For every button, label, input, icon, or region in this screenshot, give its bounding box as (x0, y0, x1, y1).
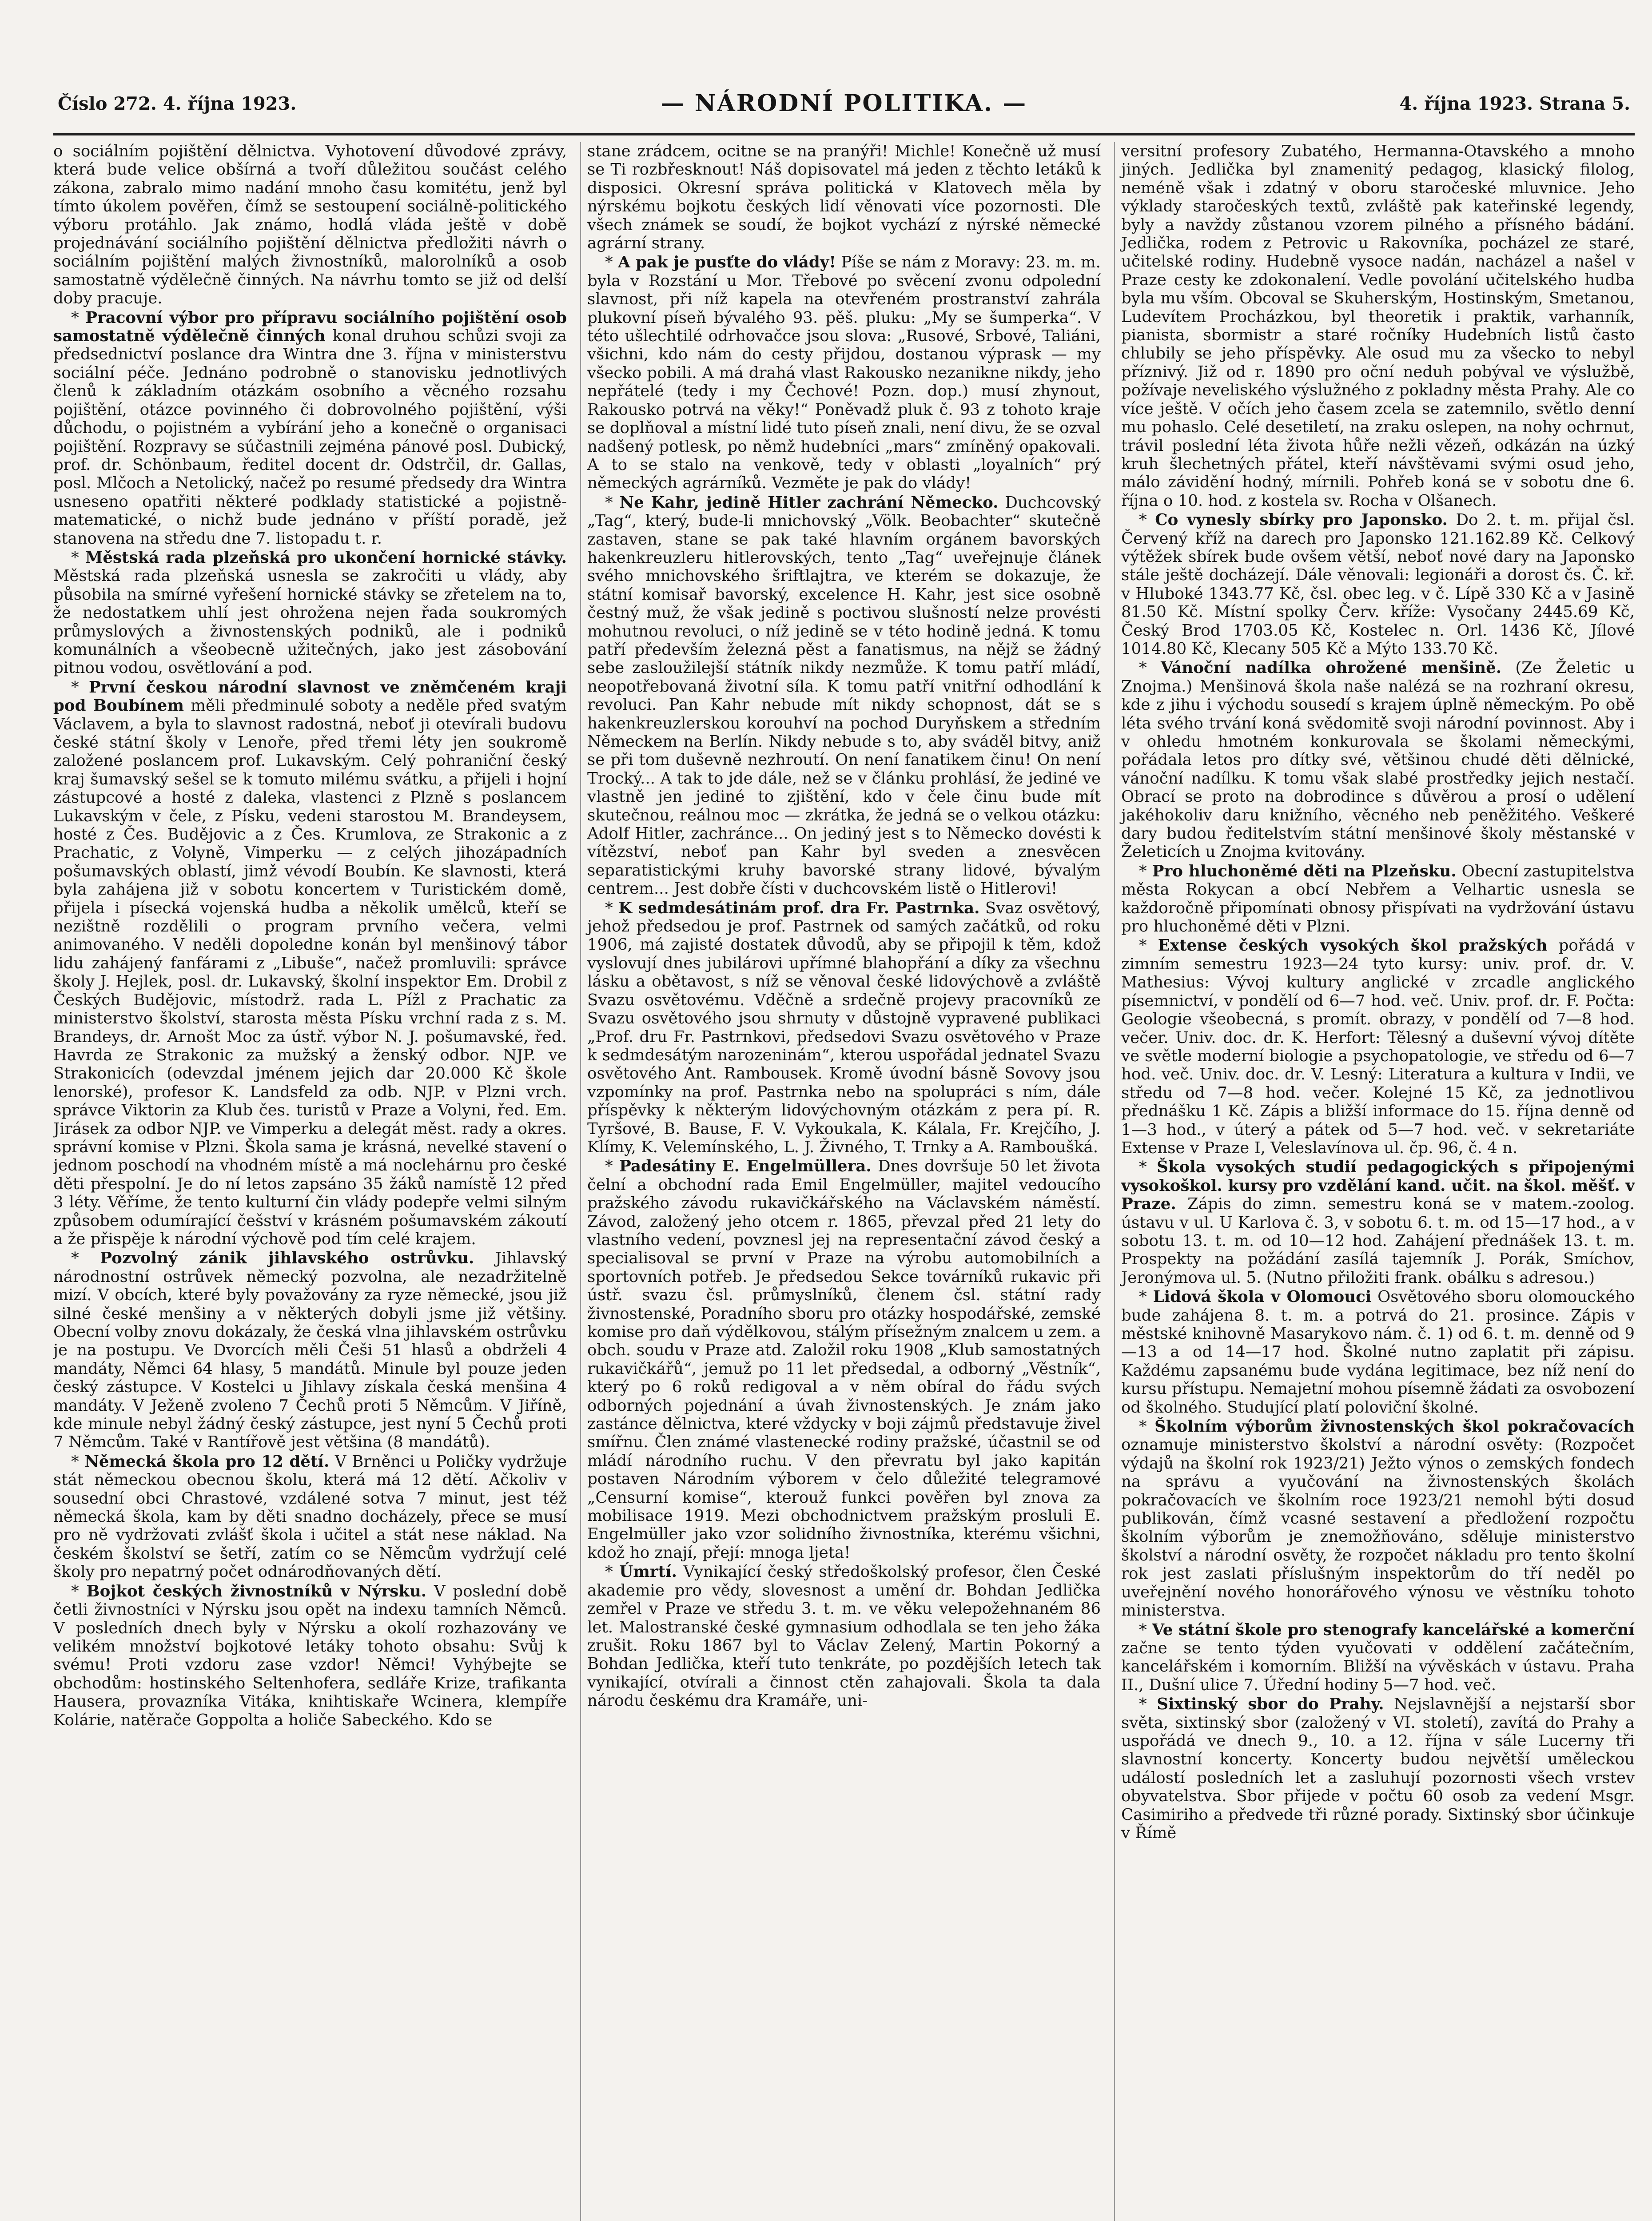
article-text: Nejslavnější a nejstarší sbor světa, sixtinský sbor (založený v VI. století), zavítá do Prahy a uspořádá ve dnech 9., 10. a 12. října v sále Lucerny tři slavnostní koncerty. Koncerty budou největší uměleckou událostí posledních let a zasluhují pozornosti všech vrstev obyvatelstva. Sbor přijede v počtu 60 osob za vedení Msgr. Casimiriho a předvede tři různé porady. Sixtinský sbor účinkuje v Římě (1121, 1695, 1635, 1842)
article-text: konal druhou schůzi svoji za předsednictví poslance dra Wintra dne 3. října v ministerstvu sociální péče. Jednáno podrobně o stanovisku jednotlivých členů k základním otázkám osobního a věcného rozsahu pojištění, otázce povinného či dobrovolného pojištění, výši důchodu, o pojistném a vybírání jeho a konečně o organisaci pojištění. Rozpravy se súčastnili zejména pánové posl. Dubický, prof. dr. Schönbaum, ředitel docent dr. Odstrčil, dr. Gallas, posl. Mlčoch a Netolický, načež po resumé předsedy dra Wintra usneseno opatřiti některé podklady statistické a pojistně-matematické, o nichž bude jednáno v příští poradě, jež stanovena na středu dne 7. listopadu t. r. (53, 327, 567, 548)
article-text: Svaz osvětový, jehož předsedou je prof. Pastrnek od samých začátků, od roku 1906, má zajisté dostatek důvodů, aby se připojil k těm, kdož vyslovují dnes jubilárovi upřímné blahopřání a díky za všechnu lásku a obětavost, s níž se věnoval české lidovýchově a zvláště Svazu osvětovému. Vděčně a srdečně projevy pracovníků ze Svazu osvětového jsou shrnuty v důstojně vypravené publikaci „Prof. dru Fr. Pastrnkovi, předsedovi Svazu osvětového v Praze k sedmdesátým narozeninám“, kterou uspořádal jednatel Svazu osvětového Ant. Rambousek. Kromě úvodní básně Sovovy jsou vzpomínky na prof. Pastrnka nebo na spolupráci s ním, dále příspěvky k některým lidovýchovným otázkám z pera pí. R. Tyršové, B. Bause, F. V. Vykoukala, K. Kálala, Fr. Krejčího, J. Klímy, K. Velemínského, L. J. Živného, T. Trnky a A. Ramboušká. (587, 899, 1101, 1156)
article-paragraph: * K sedmdesátinám prof. dra Fr. Pastrnka. Svaz osvětový, jehož předsedou je prof. Pastrnek od samých začátků, od roku 1906, má zajisté dostatek důvodů, aby se připojil k těm, kdož vyslovují dnes jubilárovi upřímné blahopřání a díky za všechnu lásku a obětavost, s níž se věnoval české lidovýchově a zvláště Svazu osvětovému. Vděčně a srdečně projevy pracovníků ze Svazu osvětového jsou shrnuty v důstojně vypravené publikaci „Prof. dru Fr. Pastrnkovi, předsedovi Svazu osvětového v Praze k sedmdesátým narozeninám“, kterou uspořádal jednatel Svazu osvětového Ant. Rambousek. Kromě úvodní básně Sovovy jsou vzpomínky na prof. Pastrnka nebo na spolupráci s ním, dále příspěvky k některým lidovýchovným otázkám z pera pí. R. Tyršové, B. Bause, F. V. Vykoukala, K. Kálala, Fr. Krejčího, J. Klímy, K. Velemínského, L. J. Živného, T. Trnky a A. Ramboušká. (587, 899, 1101, 1156)
article-heading: Pro hluchoněmé děti na Plzeňsku. (1152, 862, 1457, 880)
article-paragraph (587, 142, 1101, 252)
article-paragraph: * Ne Kahr, jedině Hitler zachrání Německo. Duchcovský „Tag“, který, bude-li mnichovský „Völk. Beobachter“ skutečně zastaven, stane se pak také hlavním orgánem bavorských hakenkreuzleru hitlerovských, tento „Tag“ uveřejnuje článek svého mnichovského šriftlajtra, ve kterém se dokazuje, že státní komisař bavorský, excelence H. Kahr, jest sice osobně čestný muž, že však jedině s poctivou slušností nelze provésti mohutnou revoluci, o níž jedině se v této hodině jedná. K tomu patří především železná pěst a fanatismus, na nějž se žádný sebe zasloužilejší státník nikdy nezmůže. K tomu patří mládí, neopotřebovaná životní síla. K tomu patří vnitřní odhodlání k revoluci. Pan Kahr nebude mít nikdy schopnost, dát se s hakenkreuzlerskou korouhví na pochod Duryňskem a středním Německem na Berlín. Nikdy nebude s to, aby sváděl bitvy, aniž se při tom duševně nezhroutí. On není fanatikem činu! On není Trocký... A tak to jde dále, než se v článku prohlásí, že jediné ve vlastně jen jediné to zjištění, kdo v čele činu bude mít skutečnou, reálnou moc — zkrátka, že jedná se o velkou otázku: Adolf Hitler, zachránce... On jediný jest s to Německo dovésti k vítězství, neboť pan Kahr byl sveden a znesvěcen separatistickými kruhy bavorské strany lidové, bývalým centrem... Jest dobře čísti v duchcovském listě o Hitlerovi! (587, 493, 1101, 898)
article-text: Městská rada plzeňská usnesla se zakročiti u vlády, aby působila na smírné vyřešení hornické stávky se zřetelem na to, že nedostatkem uhlí jest ohrožena nejen řada soukromých průmyslových a živnostenských podniků, ale i podniků komunálních a všeobecně užitečných, jako jest zásobování pitnou vodou, osvětlování a pod. (53, 567, 567, 677)
article-paragraph: * První českou národní slavnost ve zněmčeném kraji pod Boubínem měli předminulé soboty a neděle před svatým Václavem, a byla to slavnost radostná, neboť ji otevírali budovu české státní školy v Lenoře, před třemi léty jen soukromě založené poslancem prof. Lukavským. Celý pohraniční český kraj šumavský sešel se k tomuto milému svátku, a přijeli i hojní zástupcové a hosté z daleka, vlastenci z Plzně s poslancem Lukavským v čele, z Písku, vedeni starostou M. Brandeysem, hosté z Čes. Budějovic a z Čes. Krumlova, ze Strakonic a z Prachatic, z Volyně, Vimperku — z celých jihozápadních pošumavských oblastí, jimž vévodí Boubín. Ke slavnosti, která byla zahájena již v sobotu koncertem v Turistickém domě, přijela i písecká vojenská hudba a několik umělců, kteří se nezištně rozdělili o program prvního večera, velmi animovaného. V neděli dopoledne konán byl menšinový tábor lidu zahájený fanfárami z „Libuše“, načež promluvili: správce školy J. Hejlek, posl. dr. Lukavský, školní inspektor Em. Drobil z Českých Budějovic, místodrž. rada L. Pížl z Prachatic za ministerstvo školství, starosta města Písku vrchní rada z s. M. Brandeys, dr. Arnošt Moc za ústř. výbor N. J. pošumavské, řed. Havrda ze Strakonic za mužský a ženský odbor. NJP. ve Strakonicích (odevzdal jménem jejich dar 20.000 Kč škole lenorské), profesor K. Landsfeld za odb. NJP. v Plzni vrch. správce Viktorin za Klub čes. turistů v Praze a Volyni, řed. Em. Jirásek za odbor NJP. ve Vimperku a delegát měst. rady a okres. správní komise v Plzni. Škola sama je krásná, nevelké stavení o jednom poschodí na vhodném místě a má noclehárnu pro české děti přespolní. Je do ní letos zapsáno 35 žáků namístě 12 před 3 léty. Věříme, že tento kulturní čin vlády podepře velmi silným způsobem odumírající češství v krásném pošumavském zákoutí a že přispěje k národní výchově pod tím celé krajem. (53, 678, 567, 1248)
article-heading: Co vynesly sbírky pro Japonsko. (1155, 511, 1448, 529)
article-paragraph: * Škola vysokých studií pedagogických s připojenými vysokoškol. kursy pro vzdělání kand. učit. na škol. měšť. v Praze. Zápis do zimn. semestru koná se v matem.-zoolog. ústavu v ul. U Karlova č. 3, v sobotu 6. t. m. od 15—17 hod., a v sobotu 13. t. m. od 10—12 hod. Zahájení přednášek 13. t. m. Prospekty na požádání zasílá tajemník J. Porák, Smíchov, Jeronýmova ul. 5. (Nutno přiložiti frank. obálku s adresou.) (1121, 1158, 1635, 1287)
article-text: V Brněnci u Poličky vydržuje stát německou obecnou školu, která má 12 dětí. Ačkoliv v sousední obci Chrastové, vzdálené sotva 7 minut, jest též německá škola, kam by děti snadno docházely, přece se musí pro ně vydržovati zvlášť škola i učitel a stát nese náklad. Na českém školství se šetří, zatím co se Němcům vydržují celé školy pro nepatrný počet odnárodňovaných dětí. (53, 1452, 567, 1581)
article-heading: Škola vysokých studií pedagogických s připojenými vysokoškol. kursy pro vzdělání kand. učit. na škol. měšť. v Praze. (1121, 1158, 1635, 1214)
article-heading: Školním výborům živnostenských škol pokračovacích (1154, 1417, 1635, 1436)
article-heading: K sedmdesátinám prof. dra Fr. Pastrnka. (618, 899, 980, 917)
article-text: V poslední době četli živnostníci v Nýrsku jsou opět na indexu tamních Němců. V posledních dnech byly v Nýrsku a okolí rozhazovány ve velikém množství bojkotové letáky tohoto obsahu: Svůj k svému! Proti vzdoru zase vzdor! Němci! Vyhýbejte se obchodům: hostinského Seltenhofera, sedláře Krize, trafikanta Hausera, provazníka Vitáka, knihtiskaře Wcinera, klempíře Kolárie, natěrače Goppolta a holiče Sabeckého. Kdo se (53, 1582, 567, 1729)
newspaper-page (53, 76, 1635, 2221)
issue-number-date: Číslo 272. 4. října 1923. (58, 93, 297, 114)
article-paragraph: * Úmrtí. Vynikající český středoškolský profesor, člen České akademie pro vědy, slovesnost a umění dr. Bohdan Jedlička zemřel v Praze ve středu 3. t. m. ve věku velepožehnaném 86 let. Malostranské české gymnasium odhodlala se ten jeho žáka zrušit. Roku 1867 byl to Václav Zelený, Martin Pokorný a Bohdan Jedlička, kteří tuto tenkráte, po pozdějších letech tak vynikající, otvírali a činnost ctěn zahajovali. Škola ta dala národu českému dra Kramáře, uni- (587, 1563, 1101, 1710)
article-paragraph: * Školním výborům živnostenských škol pokračovacích oznamuje ministerstvo školství a národní osvěty: (Rozpočet výdajů na školní rok 1923/21) Ježto výnos o zemských fondech na správu a vyučování na živnostenských školách pokračovacích ve školním roce 1923/21 nemohl býti dosud publikován, čímž vcasné sestavení a předložení rozpočtu školním výborům je znemožňováno, sděluje ministerstvo školství a národní osvěty, že rozpočet nákladu pro tento školní rok jest zaslati příslušným inspektorům do tří neděl po uveřejnění nového honorářového výnosu ve věstníku tohoto ministerstva. (1121, 1417, 1635, 1620)
article-heading: Pozvolný zánik jihlavského ostrůvku. (100, 1249, 474, 1268)
article-paragraph: * Pro hluchoněmé děti na Plzeňsku. Obecní zastupitelstva města Rokycan a obcí Nebřem a Velhartic usnesla se každoročně připomínati obnosy přispívati na vydržování ústavu pro hluchoněmé děti v Plzni. (1121, 862, 1635, 936)
article-heading: Sixtinský sbor do Prahy. (1157, 1695, 1384, 1714)
article-paragraph (1121, 142, 1635, 510)
masthead-title: — NÁRODNÍ POLITIKA. — (661, 90, 1027, 117)
article-text: Obecní zastupitelstva města Rokycan a obcí Nebřem a Velhartic usnesla se každoročně připomínati obnosy přispívati na vydržování ústavu pro hluchoněmé děti v Plzni. (1121, 862, 1635, 936)
article-heading: Vánoční nadílka ohrožené menšině. (1160, 659, 1502, 677)
article-paragraph: * Extense českých vysokých škol pražských pořádá v zimním semestru 1923—24 tyto kursy: univ. prof. dr. V. Mathesius: Vývoj kultury anglické v zrcadle anglického písemnictví, v pondělí od 6—7 hod. več. Univ. prof. dr. F. Počta: Geologie všeobecná, s promít. obrazy, v pondělí od 7—8 hod. večer. Univ. doc. dr. K. Herfort: Tělesný a duševní vývoj dítěte ve světle moderní biologie a psychopatologie, ve středu od 6—7 hod. več. Univ. doc. dr. V. Lesný: Literatura a kultura v Indii, ve středu od 7—8 hod. večer. Kolejné 15 Kč, za jednotlivou přednášku 1 Kč. Zápis a bližší informace do 15. října denně od 1—3 hod., v úterý a pátek od 5—7 hod. več. v sekretariáte Extense v Praze I, Veleslavínova ul. čp. 96, č. 4 n. (1121, 936, 1635, 1157)
article-text: Osvětového sboru olomouckého bude zahájena 8. t. m. a potrvá do 21. prosince. Zápis v městské knihovně Masarykovo nám. č. 1) od 6. t. m. denně od 9—13 a od 14—17 hod. Školné nutno zaplatit při zápisu. Každému zapsanému bude vydána legitimace, bez níž není do kursu přístupu. Nemajetní mohou písemně žádati za osvobození od školného. Studující platí poloviční školné. (1121, 1288, 1635, 1417)
article-paragraph: * Sixtinský sbor do Prahy. Nejslavnější a nejstarší sbor světa, sixtinský sbor (založený v VI. století), zavítá do Prahy a uspořádá ve dnech 9., 10. a 12. října v sále Lucerny tři slavnostní koncerty. Koncerty budou největší uměleckou událostí posledních let a zasluhují pozornosti všech vrstev obyvatelstva. Sbor přijede v počtu 60 osob za vedení Msgr. Casimiriho a předvede tři různé porady. Sixtinský sbor účinkuje v Římě (1121, 1695, 1635, 1842)
article-heading: Ne Kahr, jedině Hitler zachrání Německo. (619, 493, 999, 512)
column-3 (1114, 142, 1635, 2221)
article-text: Jihlavský národnostní ostrůvek německý pozvolna, ale nezadržitelně mizí. V obcích, které byly považovány za ryze německé, jsou již silné české menšiny a v některých dobyli jsme již většiny. Obecní volby znovu dokázaly, že česká vlna jihlavském ostrůvku je na postupu. Ve Dvorcích měli Češi 51 hlasů a obdrželi 4 mandáty, Němci 64 hlasy, 5 mandátů. Minule byl pouze jeden český zástupce. V Kostelci u Jihlavy získala česká menšina 4 mandáty. V Ježeně zvoleno 7 Čechů proti 5 Němcům. V Jiříně, kde minule nebyl žádný český zástupce, jest nyní 5 Čechů proti 7 Němcům. Také v Rantířově jest většina (8 mandátů). (53, 1249, 567, 1452)
article-text: pořádá v zimním semestru 1923—24 tyto kursy: univ. prof. dr. V. Mathesius: Vývoj kultury anglické v zrcadle anglického písemnictví, v pondělí od 6—7 hod. več. Univ. prof. dr. F. Počta: Geologie všeobecná, s promít. obrazy, v pondělí od 7—8 hod. večer. Univ. doc. dr. K. Herfort: Tělesný a duševní vývoj dítěte ve světle moderní biologie a psychopatologie, ve středu od 6—7 hod. več. Univ. doc. dr. V. Lesný: Literatura a kultura v Indii, ve středu od 7—8 hod. večer. Kolejné 15 Kč, za jednotlivou přednášku 1 Kč. Zápis a bližší informace do 15. října denně od 1—3 hod., v úterý a pátek od 5—7 hod. več. v sekretariáte Extense v Praze I, Veleslavínova ul. čp. 96, č. 4 n. (1121, 936, 1635, 1157)
article-heading: Bojkot českých živnostníků v Nýrsku. (86, 1582, 427, 1600)
date-page-number: 4. října 1923. Strana 5. (1399, 93, 1630, 114)
article-paragraph: * Bojkot českých živnostníků v Nýrsku. V poslední době četli živnostníci v Nýrsku jsou opět na indexu tamních Němců. V posledních dnech byly v Nýrsku a okolí rozhazovány ve velikém množství bojkotové letáky tohoto obsahu: Svůj k svému! Proti vzdoru zase vzdor! Němci! Vyhýbejte se obchodům: hostinského Seltenhofera, sedláře Krize, trafikanta Hausera, provazníka Vitáka, knihtiskaře Wcinera, klempíře Kolárie, natěrače Goppolta a holiče Sabeckého. Kdo se (53, 1582, 567, 1729)
article-paragraph: * Vánoční nadílka ohrožené menšině. (Ze Želetic u Znojma.) Menšinová škola naše nalézá se na rozhraní okresu, kde z jihu i východu sousedí s krajem úplně německým. Po obě léta svého trvání koná svědomitě svoji národní povinnost. Aby i v ohledu hmotném konkurovala se školami německými, pořádala letos pro dítky své, většinou chudé děti dělnické, vánoční nadílku. K tomu však slabé prostředky jejich nestačí. Obrací se proto na dobrodince s důvěrou a prosí o udělení jakéhokoliv daru knižního, věcného neb peněžitého. Veškeré dary budou ředitelstvím státní menšinové školy městanské v Želeticích u Znojma kvitovány. (1121, 659, 1635, 861)
article-heading: Německá škola pro 12 dětí. (84, 1452, 330, 1471)
article-paragraph: * A pak je pusťte do vlády! Píše se nám z Moravy: 23. m. m. byla v Rozstání u Mor. Třebové po svěcení zvonu odpolední slavnost, při níž kapela na otevřeném prostranství zahrála plukovní píseň bývalého 93. pěš. pluku: „My se šumperka“. V této ušlechtilé odrhovačce jsou slova: „Rusové, Srbové, Taliáni, všichni, kdo nám do cesty přijdou, dostanou výprask — my všecko pobili. A má drahá vlast Rakousko nezanikne nikdy, jeho nepřátelé (tedy i my Čechové! Pozn. dop.) musí zhynout, Rakousko potrvá na věky!“ Poněvadž pluk č. 93 z tohoto kraje se doplňoval a místní lidé tuto píseň znali, není divu, že se ozval nadšený potlesk, po němž hudebníci „mars“ zmíněný opakovali. A to se stalo na venkově, tedy v oblasti „loyalních“ prý německých agrárníků. Vezměte je pak do vlády! (587, 253, 1101, 493)
article-heading: A pak je pusťte do vlády! (618, 253, 836, 272)
article-text: stane zrádcem, ocitne se na pranýři! Michle! Konečně už musí se Ti rozbřesknout! Náš dopisovatel má jeden z těchto letáků k disposici. Okresní správa politická v Klatovech měla by nýrskému bojkotu českých lidí věnovati více pozornosti. Dle všech známek se soudí, že bojkot vychází z nýrské německé agrární strany. (587, 142, 1101, 253)
article-text: (Ze Želetic u Znojma.) Menšinová škola naše nalézá se na rozhraní okresu, kde z jihu i východu sousedí s krajem úplně německým. Po obě léta svého trvání koná svědomitě svoji národní povinnost. Aby i v ohledu hmotném konkurovala se školami německými, pořádala letos pro dítky své, většinou chudé děti dělnické, vánoční nadílku. K tomu však slabé prostředky jejich nestačí. Obrací se proto na dobrodince s důvěrou a prosí o udělení jakéhokoliv daru knižního, věcného neb peněžitého. Veškeré dary budou ředitelstvím státní menšinové školy městanské v Želeticích u Znojma kvitovány. (1121, 659, 1635, 861)
article-text: Vynikající český středoškolský profesor, člen České akademie pro vědy, slovesnost a umění dr. Bohdan Jedlička zemřel v Praze ve středu 3. t. m. ve věku velepožehnaném 86 let. Malostranské české gymnasium odhodlala se ten jeho žáka zrušit. Roku 1867 byl to Václav Zelený, Martin Pokorný a Bohdan Jedlička, kteří tuto tenkráte, po pozdějších letech tak vynikající, otvírali a činnost ctěn zahajovali. Škola ta dala národu českému dra Kramáře, uni- (587, 1563, 1101, 1710)
column-2 (580, 142, 1101, 2221)
article-text: začne se tento týden vyučovati v oddělení začátečním, kancelářském i komorním. Bližší na vývěskách v ústavu. Praha II., Dušní ulice 7. Úřední hodiny 5—7 hod. več. (1121, 1639, 1635, 1694)
article-paragraph: * Pracovní výbor pro přípravu sociálního pojištění osob samostatně výdělečně činných konal druhou schůzi svoji za předsednictví poslance dra Wintra dne 3. října v ministerstvu sociální péče. Jednáno podrobně o stanovisku jednotlivých členů k základním otázkám osobního a věcného rozsahu pojištění, otázce povinného či dobrovolného pojištění, výši důchodu, o pojistném a vybírání jeho a konečně o organisaci pojištění. Rozpravy se súčastnili zejména pánové posl. Dubický, prof. dr. Schönbaum, ředitel docent dr. Odstrčil, dr. Gallas, posl. Mlčoch a Netolický, načež po resumé předsedy dra Wintra usneseno opatřiti některé podklady statistické a pojistně-matematické, o nichž bude jednáno v příští poradě, jež stanovena na středu dne 7. listopadu t. r. (53, 308, 567, 548)
article-text: Duchcovský „Tag“, který, bude-li mnichovský „Völk. Beobachter“ skutečně zastaven, stane se pak také hlavním orgánem bavorských hakenkreuzleru hitlerovských, tento „Tag“ uveřejnuje článek svého mnichovského šriftlajtra, ve kterém se dokazuje, že státní komisař bavorský, excelence H. Kahr, jest sice osobně čestný muž, že však jedině s poctivou slušností nelze provésti mohutnou revoluci, o níž jedině se v této hodině jedná. K tomu patří především železná pěst a fanatismus, na nějž se žádný sebe zasloužilejší státník nikdy nezmůže. K tomu patří mládí, neopotřebovaná životní síla. K tomu patří vnitřní odhodlání k revoluci. Pan Kahr nebude mít nikdy schopnost, dát se s hakenkreuzlerskou korouhví na pochod Duryňskem a středním Německem na Berlín. Nikdy nebude s to, aby sváděl bitvy, aniž se při tom duševně nezhroutí. On není fanatikem činu! On není Trocký... A tak to jde dále, než se v článku prohlásí, že jediné ve vlastně jen jediné to zjištění, kdo v čele činu bude mít skutečnou, reálnou moc — zkrátka, že jedná se o velkou otázku: Adolf Hitler, zachránce... On jediný jest s to Německo dovésti k vítězství, neboť pan Kahr byl sveden a znesvěcen separatistickými kruhy bavorské strany lidové, bývalým centrem... Jest dobře čísti v duchcovském listě o Hitlerovi! (587, 493, 1101, 898)
article-text: o sociálním pojištění dělnictva. Vyhotovení důvodové zprávy, která bude velice obšírná a tvoří důležitou součást celého zákona, zabralo mimo nadání mnoho času komitétu, jenž byl tímto úkolem pověřen, čímž se sestoupení sociálně-politického výboru protáhlo. Jak známo, hodlá vláda ještě v době projednávání sociálního pojištění dělnictva předložiti návrh o sociálním pojištění malých živnostníků, malorolníků a osob samostatně výdělečně činných. Na návrhu tomto se již od delší doby pracuje. (53, 142, 567, 308)
article-heading: Ve státní škole pro stenografy kancelářské a komerční (1152, 1620, 1635, 1639)
article-columns (53, 142, 1635, 2221)
article-paragraph: * Lidová škola v Olomouci Osvětového sboru olomouckého bude zahájena 8. t. m. a potrvá do 21. prosince. Zápis v městské knihovně Masarykovo nám. č. 1) od 6. t. m. denně od 9—13 a od 14—17 hod. Školné nutno zaplatit při zápisu. Každému zapsanému bude vydána legitimace, bez níž není do kursu přístupu. Nemajetní mohou písemně žádati za osvobození od školného. Studující platí poloviční školné. (1121, 1288, 1635, 1417)
article-paragraph: * Padesátiny E. Engelmüllera. Dnes dovršuje 50 let života čelní a obchodní rada Emil Engelmüller, majitel vedoucího pražského závodu rukavičkářského na Václavském náměstí. Závod, založený jeho otcem r. 1865, převzal před 21 lety do vlastního vedení, povznesl jej na representační závod český a specialisoval se první v Praze na výrobu automobilních a sportovních potřeb. Je předsedou Sekce továrníků rukavic při ústř. svazu čsl. průmyslníků, členem čsl. státní rady živnostenské, Poradního sboru pro otázky hospodářské, zemské komise pro daň výdělkovou, stálým přísežným znalcem u zem. a obch. soudu v Praze atd. Založil roku 1908 „Klub samostatných rukavičkářů“, jemuž po 11 let předsedal, a odborný „Věstník“, který po 6 roků redigoval a v něm obíral do řádu svých odborných pojednání a úvah živnostenských. Je znám jako zastánce dělnictva, které vždycky v boji zájmů představuje živel smířnu. Člen známé vlastenecké rodiny pražské, účastnil se od mládí národního ruchu. V den převratu byl jako kapitán postaven Národním výborem v čelo důležité telegramové „Censurní komise“, kterouž funkci pověřen byl znova za mobilisace 1919. Mezi obchodnictvem pražským prosluli E. Engelmüller jako vzor solidního živnostníka, kterému všichni, kdož ho znají, přejí: mnoga ljeta! (587, 1157, 1101, 1562)
article-heading: První českou národní slavnost ve zněmčeném kraji pod Boubínem (53, 678, 567, 715)
page-header (53, 76, 1635, 135)
article-heading: Městská rada plzeňská pro ukončení hornické stávky. (85, 548, 567, 567)
article-text: Zápis do zimn. semestru koná se v matem.-zoolog. ústavu v ul. U Karlova č. 3, v sobotu 6. t. m. od 15—17 hod., a v sobotu 13. t. m. od 10—12 hod. Zahájení přednášek 13. t. m. Prospekty na požádání zasílá tajemník J. Porák, Smíchov, Jeronýmova ul. 5. (Nutno přiložiti frank. obálku s adresou.) (1121, 1195, 1635, 1287)
article-heading: Úmrtí. (619, 1563, 677, 1581)
article-heading: Lidová škola v Olomouci (1153, 1288, 1372, 1306)
article-text: Píše se nám z Moravy: 23. m. m. byla v Rozstání u Mor. Třebové po svěcení zvonu odpolední slavnost, při níž kapela na otevřeném prostranství zahrála plukovní píseň bývalého 93. pěš. pluku: „My se šumperka“. V této ušlechtilé odrhovačce jsou slova: „Rusové, Srbové, Taliáni, všichni, kdo nám do cesty přijdou, dostanou výprask — my všecko pobili. A má drahá vlast Rakousko nezanikne nikdy, jeho nepřátelé (tedy i my Čechové! Pozn. dop.) musí zhynout, Rakousko potrvá na věky!“ Poněvadž pluk č. 93 z tohoto kraje se doplňoval a místní lidé tuto píseň znali, není divu, že se ozval nadšený potlesk, po němž hudebníci „mars“ zmíněný opakovali. A to se stalo na venkově, tedy v oblasti „loyalních“ prý německých agrárníků. Vezměte je pak do vlády! (587, 253, 1101, 493)
article-text: Dnes dovršuje 50 let života čelní a obchodní rada Emil Engelmüller, majitel vedoucího pražského závodu rukavičkářského na Václavském náměstí. Závod, založený jeho otcem r. 1865, převzal před 21 lety do vlastního vedení, povznesl jej na representační závod český a specialisoval se první v Praze na výrobu automobilních a sportovních potřeb. Je předsedou Sekce továrníků rukavic při ústř. svazu čsl. průmyslníků, členem čsl. státní rady živnostenské, Poradního sboru pro otázky hospodářské, zemské komise pro daň výdělkovou, stálým přísežným znalcem u zem. a obch. soudu v Praze atd. Založil roku 1908 „Klub samostatných rukavičkářů“, jemuž po 11 let předsedal, a odborný „Věstník“, který po 6 roků redigoval a v něm obíral do řádu svých odborných pojednání a úvah živnostenských. Je znám jako zastánce dělnictva, které vždycky v boji zájmů představuje živel smířnu. Člen známé vlastenecké rodiny pražské, účastnil se od mládí národního ruchu. V den převratu byl jako kapitán postaven Národním výborem v čelo důležité telegramové „Censurní komise“, kterouž funkci pověřen byl znova za mobilisace 1919. Mezi obchodnictvem pražským prosluli E. Engelmüller jako vzor solidního živnostníka, kterému všichni, kdož ho znají, přejí: mnoga ljeta! (587, 1157, 1101, 1562)
article-heading: Padesátiny E. Engelmüllera. (619, 1157, 872, 1176)
article-paragraph: * Ve státní škole pro stenografy kancelářské a komerční začne se tento týden vyučovati v oddělení začátečním, kancelářském i komorním. Bližší na vývěskách v ústavu. Praha II., Dušní ulice 7. Úřední hodiny 5—7 hod. več. (1121, 1620, 1635, 1694)
article-paragraph: * Pozvolný zánik jihlavského ostrůvku. Jihlavský národnostní ostrůvek německý pozvolna, ale nezadržitelně mizí. V obcích, které byly považovány za ryze německé, jsou již silné české menšiny a v některých dobyli jsme již většiny. Obecní volby znovu dokázaly, že česká vlna jihlavském ostrůvku je na postupu. Ve Dvorcích měli Češi 51 hlasů a obdrželi 4 mandáty, Němci 64 hlasy, 5 mandátů. Minule byl pouze jeden český zástupce. V Kostelci u Jihlavy získala česká menšina 4 mandáty. V Ježeně zvoleno 7 Čechů proti 5 Němcům. V Jiříně, kde minule nebyl žádný český zástupce, jest nyní 5 Čechů proti 7 Němcům. Také v Rantířově jest většina (8 mandátů). (53, 1249, 567, 1452)
article-paragraph: * Co vynesly sbírky pro Japonsko. Do 2. t. m. přijal čsl. Červený kříž na darech pro Japonsko 121.162.89 Kč. Celkový výtěžek sbírek bude ovšem větší, neboť nové dary na Japonsko stále ještě docházejí. Dále věnovali: legionáři a dorost čs. Č. kř. v Hluboké 1343.77 Kč, čsl. obec leg. v č. Lípě 330 Kč a v Jasině 81.50 Kč. Místní spolky Červ. kříže: Vysočany 2445.69 Kč, Český Brod 1703.05 Kč, Kostelec n. Orl. 1436 Kč, Jílové 1014.80 Kč, Klecany 505 Kč a Mýto 133.70 Kč. (1121, 511, 1635, 658)
article-text: versitní profesory Zubatého, Hermanna-Otavského a mnoho jiných. Jedlička byl znamenitý pedagog, klasický filolog, neméně však i zdatný v oboru staročeské mluvnice. Jeho výklady staročeských textů, zvláště pak kateřinské legendy, byly a navždy zůstanou vzorem pilného a přísného bádání. Jedlička, rodem z Petrovic u Rakovníka, pocházel ze staré, učitelské rodiny. Hudebně vysoce nadán, nacházel a našel v Praze cesty ke zdokonalení. Vedle povolání učitelského hudba byla mu vším. Obcoval se Skuherským, Hostinským, Smetanou, Ludevítem Procházkou, byl theoretik i praktik, varhanník, pianista, sbormistr a staré ročníky Hudebních listů často chlubily se jeho příspěvky. Ale osud mu za všecko to nebyl příznivý. Již od r. 1890 pro oční neduh pobýval ve výslužbě, požívaje neveliského výslužného z pokladny města Prahy. Ale co více ještě. V očích jeho časem zcela se zatemnilo, světlo denní mu pohaslo. Celé desetiletí, na zraku oslepen, na nohy ochrnut, trávil poslední léta života hůře nežli vězeň, odkázán na úzký kruh šlechetných přátel, kteří návštěvami svými osud jeho, málo závidění hodný, mírnili. Pohřeb koná se v sobotu dne 6. října o 10. hod. z kostela sv. Rocha v Olšanech. (1121, 142, 1635, 510)
article-heading: Pracovní výbor pro přípravu sociálního pojištění osob samostatně výdělečně činných (53, 308, 567, 346)
article-paragraph (53, 142, 567, 308)
article-text: oznamuje ministerstvo školství a národní osvěty: (Rozpočet výdajů na školní rok 1923/21) Ježto výnos o zemských fondech na správu a vyučování na živnostenských školách pokračovacích ve školním roce 1923/21 nemohl býti dosud publikován, čímž vcasné sestavení a předložení rozpočtu školním výborům je znemožňováno, sděluje ministerstvo školství a národní osvěty, že rozpočet nákladu pro tento školní rok jest zaslati příslušným inspektorům do tří neděl po uveřejnění nového honorářového výnosu ve věstníku tohoto ministerstva. (1121, 1436, 1635, 1620)
article-paragraph: * Městská rada plzeňská pro ukončení hornické stávky. Městská rada plzeňská usnesla se zakročiti u vlády, aby působila na smírné vyřešení hornické stávky se zřetelem na to, že nedostatkem uhlí jest ohrožena nejen řada soukromých průmyslových a živnostenských podniků, ale i podniků komunálních a všeobecně užitečných, jako jest zásobování pitnou vodou, osvětlování a pod. (53, 548, 567, 677)
article-text: Do 2. t. m. přijal čsl. Červený kříž na darech pro Japonsko 121.162.89 Kč. Celkový výtěžek sbírek bude ovšem větší, neboť nové dary na Japonsko stále ještě docházejí. Dále věnovali: legionáři a dorost čs. Č. kř. v Hluboké 1343.77 Kč, čsl. obec leg. v č. Lípě 330 Kč a v Jasině 81.50 Kč. Místní spolky Červ. kříže: Vysočany 2445.69 Kč, Český Brod 1703.05 Kč, Kostelec n. Orl. 1436 Kč, Jílové 1014.80 Kč, Klecany 505 Kč a Mýto 133.70 Kč. (1121, 511, 1635, 658)
article-text: měli předminulé soboty a neděle před svatým Václavem, a byla to slavnost radostná, neboť ji otevírali budovu české státní školy v Lenoře, před třemi léty jen soukromě založené poslancem prof. Lukavským. Celý pohraniční český kraj šumavský sešel se k tomuto milému svátku, a přijeli i hojní zástupcové a hosté z daleka, vlastenci z Plzně s poslancem Lukavským v čele, z Písku, vedeni starostou M. Brandeysem, hosté z Čes. Budějovic a z Čes. Krumlova, ze Strakonic a z Prachatic, z Volyně, Vimperku — z celých jihozápadních pošumavských oblastí, jimž vévodí Boubín. Ke slavnosti, která byla zahájena již v sobotu koncertem v Turistickém domě, přijela i písecká vojenská hudba a několik umělců, kteří se nezištně rozdělili o program prvního večera, velmi animovaného. V neděli dopoledne konán byl menšinový tábor lidu zahájený fanfárami z „Libuše“, načež promluvili: správce školy J. Hejlek, posl. dr. Lukavský, školní inspektor Em. Drobil z Českých Budějovic, místodrž. rada L. Pížl z Prachatic za ministerstvo školství, starosta města Písku vrchní rada z s. M. Brandeys, dr. Arnošt Moc za ústř. výbor N. J. pošumavské, řed. Havrda ze Strakonic za mužský a ženský odbor. NJP. ve Strakonicích (odevzdal jménem jejich dar 20.000 Kč škole lenorské), profesor K. Landsfeld za odb. NJP. v Plzni vrch. správce Viktorin za Klub čes. turistů v Praze a Volyni, řed. Em. Jirásek za odbor NJP. ve Vimperku a delegát měst. rady a okres. správní komise v Plzni. Škola sama je krásná, nevelké stavení o jednom poschodí na vhodném místě a má noclehárnu pro české děti přespolní. Je do ní letos zapsáno 35 žáků namístě 12 před 3 léty. Věříme, že tento kulturní čin vlády podepře velmi silným způsobem odumírající češství v krásném pošumavském zákoutí a že přispěje k národní výchově pod tím celé krajem. (53, 697, 567, 1248)
column-1 (53, 142, 567, 2221)
article-heading: Extense českých vysokých škol pražských (1158, 936, 1548, 955)
article-paragraph: * Německá škola pro 12 dětí. V Brněnci u Poličky vydržuje stát německou obecnou školu, která má 12 dětí. Ačkoliv v sousední obci Chrastové, vzdálené sotva 7 minut, jest též německá škola, kam by děti snadno docházely, přece se musí pro ně vydržovati zvlášť škola i učitel a stát nese náklad. Na českém školství se šetří, zatím co se Němcům vydržují celé školy pro nepatrný počet odnárodňovaných dětí. (53, 1452, 567, 1581)
